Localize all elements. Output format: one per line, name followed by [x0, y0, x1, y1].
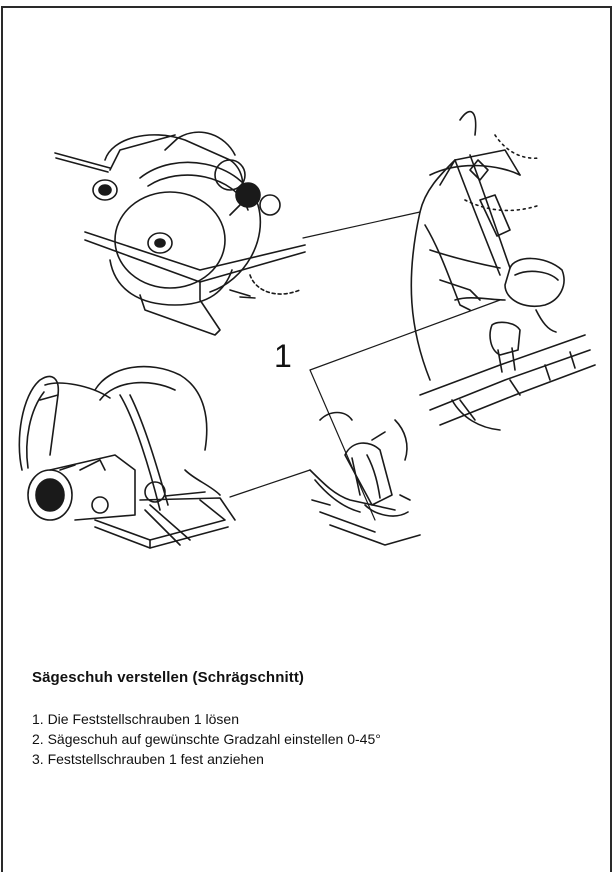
instruction-step: 2. Sägeschuh auf gewünschte Gradzahl einstellen 0-45° — [32, 731, 381, 747]
callout-number-1: 1 — [274, 338, 292, 374]
bevel-lock-detail-lower — [310, 413, 420, 546]
saw-front-view-drawing — [19, 367, 235, 548]
bevel-lock-detail-upper — [411, 112, 595, 430]
saw-side-view-drawing — [55, 132, 305, 335]
instructions-heading: Sägeschuh verstellen (Schrägschnitt) — [32, 669, 305, 686]
instruction-steps-list — [32, 709, 381, 769]
instruction-step: 1. Die Feststellschrauben 1 lösen — [32, 711, 239, 727]
instruction-step: 3. Feststellschrauben 1 fest anziehen — [32, 751, 264, 767]
